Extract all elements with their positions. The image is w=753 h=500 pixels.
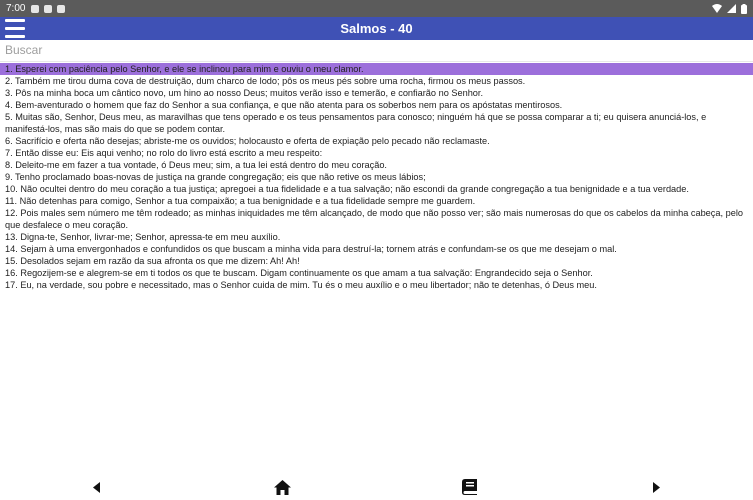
sd-card-icon bbox=[57, 5, 65, 13]
bottom-nav bbox=[0, 474, 753, 500]
verse-10[interactable]: 10. Não ocultei dentro do meu coração a tua justiça; apregoei a tua fidelidade e a tua salvação; não escondi da grande congregação a tua benignidade e a tua verdade. bbox=[5, 184, 689, 194]
verse-1[interactable]: 1. Esperei com paciência pelo Senhor, e ele se inclinou para mim e ouviu o meu clamor. bbox=[0, 63, 753, 75]
verse-11[interactable]: 11. Não detenhas para comigo, Senhor a tua compaixão; a tua benignidade e a tua fidelidade sempre me guardem. bbox=[5, 196, 476, 206]
verse-4[interactable]: 4. Bem-aventurado o homem que faz do Senhor a sua confiança, e que não atenta para os soberbos nem para os apóstatas mentirosos. bbox=[5, 100, 563, 110]
settings-icon bbox=[31, 5, 39, 13]
verse-3[interactable]: 3. Pôs na minha boca um cântico novo, um hino ao nosso Deus; muitos verão isso e temerão, e confiarão no Senhor. bbox=[5, 88, 484, 98]
next-chapter-icon[interactable] bbox=[648, 478, 664, 496]
app-bar bbox=[0, 17, 753, 40]
status-bar bbox=[0, 0, 753, 17]
previous-chapter-icon[interactable] bbox=[88, 478, 104, 496]
shield-icon bbox=[44, 5, 52, 13]
signal-icon bbox=[727, 4, 736, 13]
page-title: Salmos - 40 bbox=[340, 21, 413, 36]
verse-14[interactable]: 14. Sejam à uma envergonhados e confundidos os que buscam a minha vida para destruí-la; tornem atrás e confundam-se os que me desejam o mal. bbox=[5, 244, 617, 254]
verse-12[interactable]: 12. Pois males sem número me têm rodeado; as minhas iniquidades me têm alcançado, de modo que não posso ver; são mais numerosas do que os cabelos da minha cabeça, pelo que desfalece o meu coração. bbox=[5, 208, 743, 230]
home-icon[interactable] bbox=[272, 478, 292, 496]
verse-2[interactable]: 2. Também me tirou duma cova de destruição, dum charco de lodo; pôs os meus pés sobre uma rocha, firmou os meus passos. bbox=[5, 76, 526, 86]
verse-6[interactable]: 6. Sacrifício e oferta não desejas; abriste-me os ouvidos; holocausto e oferta de expiação pelo pecado não reclamaste. bbox=[5, 136, 490, 146]
verse-8[interactable]: 8. Deleito-me em fazer a tua vontade, ó Deus meu; sim, a tua lei está dentro do meu coração. bbox=[5, 160, 387, 170]
verse-list bbox=[0, 63, 753, 291]
verse-5[interactable]: 5. Muitas são, Senhor, Deus meu, as maravilhas que tens operado e os teus pensamentos para conosco; ninguém há que se possa comparar a ti; eu quisera anunciá-los, e manifestá-los, mas são mais do que se podem contar. bbox=[5, 112, 707, 134]
verse-17[interactable]: 17. Eu, na verdade, sou pobre e necessitado, mas o Senhor cuida de mim. Tu és o meu auxílio e o meu libertador; não te detenhas, ó Deus meu. bbox=[5, 280, 597, 290]
wifi-icon bbox=[712, 4, 722, 13]
verse-16[interactable]: 16. Regozijem-se e alegrem-se em ti todos os que te buscam. Digam continuamente os que amam a tua salvação: Engrandecido seja o Senhor. bbox=[5, 268, 593, 278]
search-input[interactable]: Buscar bbox=[0, 40, 753, 62]
verse-9[interactable]: 9. Tenho proclamado boas-novas de justiça na grande congregação; eis que não retive os meus lábios; bbox=[5, 172, 426, 182]
verse-15[interactable]: 15. Desolados sejam em razão da sua afronta os que me dizem: Ah! Ah! bbox=[5, 256, 300, 266]
status-time: 7:00 bbox=[6, 3, 26, 14]
book-icon[interactable] bbox=[459, 478, 479, 496]
verse-7[interactable]: 7. Então disse eu: Eis aqui venho; no rolo do livro está escrito a meu respeito: bbox=[5, 148, 323, 158]
battery-icon bbox=[741, 4, 747, 14]
verse-13[interactable]: 13. Digna-te, Senhor, livrar-me; Senhor, apressa-te em meu auxílio. bbox=[5, 232, 281, 242]
